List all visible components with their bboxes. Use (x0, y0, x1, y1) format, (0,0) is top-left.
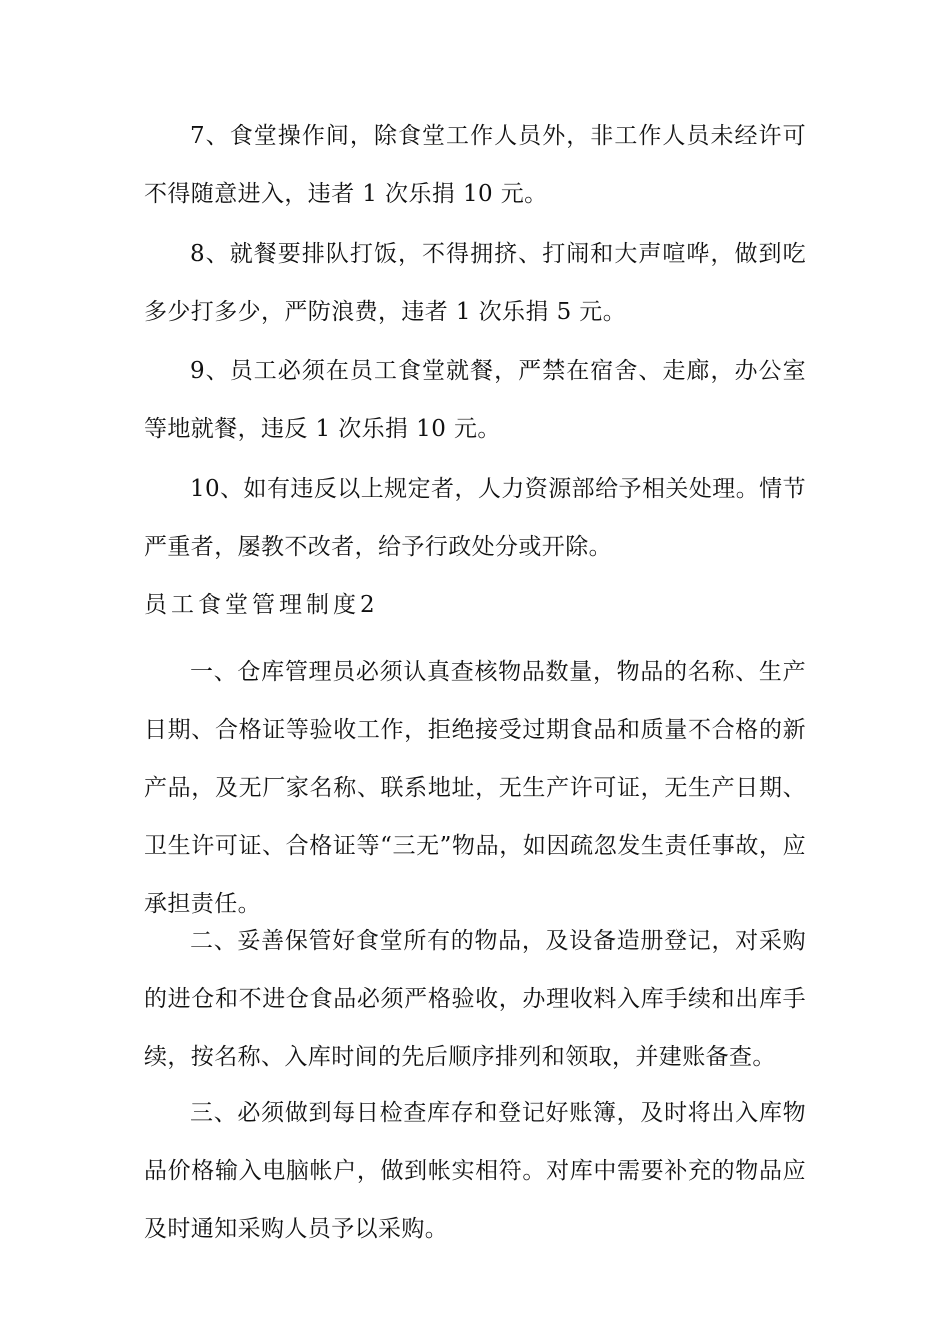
rule-item-10: 10、如有违反以上规定者，人力资源部给予相关处理。情节严重者，屡教不改者，给予行政处分或开除。 (144, 476, 806, 560)
rule-item-9: 9、员工必须在员工食堂就餐，严禁在宿舍、走廊，办公室等地就餐，违反 1 次乐捐 10 元。 (144, 358, 806, 442)
rule-item-two: 二、妥善保管好食堂所有的物品，及设备造册登记，对采购的进仓和不进仓食品必须严格验收，办理收料入库手续和出库手续，按名称、入库时间的先后顺序排列和领取，并建账备查。 (144, 928, 806, 1070)
section-heading: 员工食堂管理制度2 (144, 592, 379, 618)
rule-item-8: 8、就餐要排队打饭，不得拥挤、打闹和大声喧哗，做到吃多少打多少，严防浪费，违者 1 次乐捐 5 元。 (144, 241, 806, 325)
rule-item-three: 三、必须做到每日检查库存和登记好账簿，及时将出入库物品价格输入电脑帐户，做到帐实相符。对库中需要补充的物品应及时通知采购人员予以采购。 (144, 1100, 806, 1242)
rule-item-7: 7、食堂操作间，除食堂工作人员外，非工作人员未经许可不得随意进入，违者 1 次乐捐 10 元。 (144, 123, 806, 207)
rule-item-one: 一、仓库管理员必须认真查核物品数量，物品的名称、生产日期、合格证等验收工作，拒绝接受过期食品和质量不合格的新产品，及无厂家名称、联系地址，无生产许可证，无生产日期、卫生许可证、合格证等“三无”物品，如因疏忽发生责任事故，应承担责任。 (144, 659, 806, 917)
